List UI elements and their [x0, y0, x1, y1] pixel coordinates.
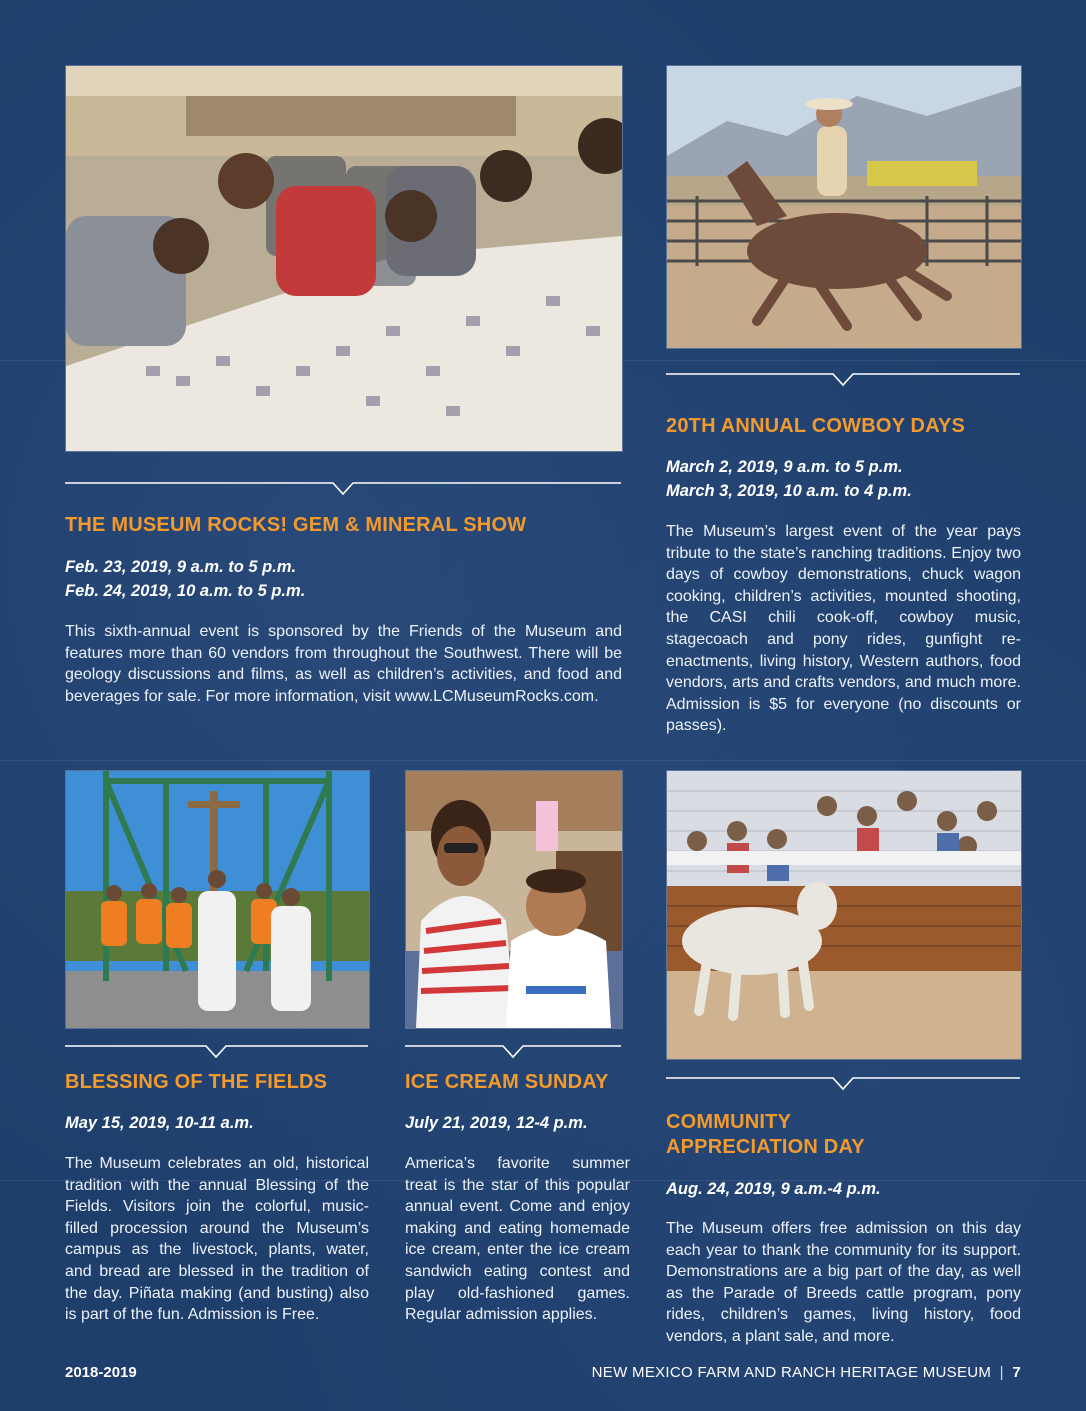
- gem-show-dates: [65, 555, 305, 603]
- event-date: Feb. 24, 2019, 10 a.m. to 5 p.m.: [65, 582, 306, 600]
- gem-show-title: THE MUSEUM ROCKS! GEM & MINERAL SHOW: [65, 514, 527, 536]
- ice-cream-description: America’s favorite summer treat is the star of this popular annual event. Come and enjoy making and eating homemade ice cream, enter the ice cream sandwich eating contest and play old-fashioned games. Regular admission applies.: [405, 1155, 630, 1324]
- footer-year: 2018-2019: [65, 1364, 137, 1381]
- cowboy-days-description: The Museum’s largest event of the year pays tribute to the state’s ranching traditions. Enjoy two days of cowboy demonstrations, chuck wagon cooking, children’s activities, mounted shooting, the CASI chili cook-off, cowboy music, stagecoach and pony rides, gunfight re-enactments, living history, Western authors, food vendors, arts and crafts vendors, and much more. Admission is $5 for everyone (no discounts or passes).: [666, 523, 1021, 735]
- event-date: May 15, 2019, 10-11 a.m.: [65, 1114, 254, 1132]
- event-date: Aug. 24, 2019, 9 a.m.-4 p.m.: [666, 1180, 881, 1198]
- section-divider: [405, 1045, 621, 1061]
- footer-separator: |: [999, 1364, 1004, 1381]
- section-divider: [666, 373, 1020, 389]
- event-date: Feb. 23, 2019, 9 a.m. to 5 p.m.: [65, 558, 297, 576]
- gem-show-description: This sixth-annual event is sponsored by the Friends of the Museum and features more than 60 vendors from throughout the Southwest. There will be geology discussions and films, as well as children’s activities, and food and beverages for sale. For more information, visit www.LCMuseumRocks.com.: [65, 623, 622, 705]
- page-number: 7: [1012, 1364, 1021, 1381]
- blessing-title: BLESSING OF THE FIELDS: [65, 1071, 328, 1093]
- section-divider: [666, 1077, 1020, 1093]
- footer-publication: [592, 1364, 1021, 1381]
- footer-museum-name: NEW MEXICO FARM AND RANCH HERITAGE MUSEUM: [591, 1364, 992, 1381]
- background-map-line: [0, 760, 1086, 761]
- section-divider: [65, 482, 621, 498]
- community-title: [666, 1110, 1020, 1160]
- section-divider: [65, 1045, 368, 1061]
- cowboy-days-photo: [666, 65, 1022, 349]
- event-date: July 21, 2019, 12-4 p.m.: [405, 1114, 588, 1132]
- ice-cream-dates: [405, 1111, 588, 1135]
- community-description: The Museum offers free admission on this day each year to thank the community for its support. Demonstrations are a big part of the day, as well as the Parade of Breeds cattle program, pony rides, children’s games, living history, food vendors, a plant sale, and more.: [666, 1220, 1021, 1345]
- community-title-line: COMMUNITY: [666, 1111, 792, 1133]
- blessing-description: The Museum celebrates an old, historical tradition with the annual Blessing of the Fields. Visitors join the colorful, music-filled procession around the Museum’s campus as the livestock, plants, water, and bread are blessed in the tradition of the day. Piñata making (and busting) also is part of the fun. Admission is Free.: [65, 1155, 369, 1324]
- blessing-dates: [65, 1111, 254, 1135]
- community-dates: [666, 1177, 881, 1201]
- ice-cream-photo: [405, 770, 623, 1029]
- event-date: March 2, 2019, 9 a.m. to 5 p.m.: [666, 458, 903, 476]
- ice-cream-title: ICE CREAM SUNDAY: [405, 1071, 609, 1093]
- event-date: March 3, 2019, 10 a.m. to 4 p.m.: [666, 482, 912, 500]
- gem-show-photo: [65, 65, 623, 452]
- cowboy-days-title: 20TH ANNUAL COWBOY DAYS: [666, 415, 966, 437]
- cowboy-days-dates: [666, 455, 912, 503]
- blessing-photo: [65, 770, 370, 1029]
- community-title-line: APPRECIATION DAY: [666, 1136, 865, 1158]
- community-photo: [666, 770, 1022, 1060]
